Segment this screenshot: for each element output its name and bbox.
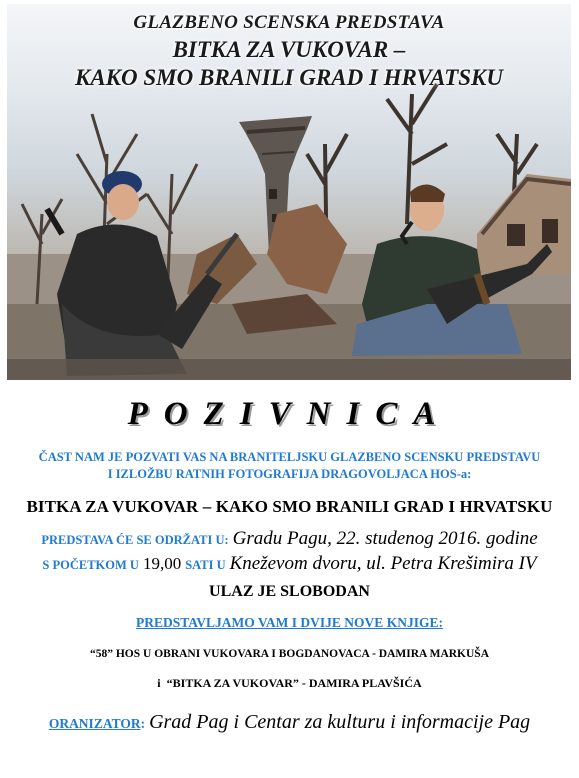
book-2: “BITKA ZA VUKOVAR” - DAMIRA PLAVŠIĆA xyxy=(166,676,422,690)
intro-line1 xyxy=(0,448,579,466)
book-1: “58” HOS U OBRANI VUKOVARA I BOGDANOVACA - DAMIRA MARKUŠA xyxy=(89,648,490,660)
intro-text-2: I IZLOŽBU RATNIH FOTOGRAFIJA DRAGOVOLJACA HOS-a: xyxy=(107,467,472,481)
time-label-end: SATI U xyxy=(185,558,226,572)
header-subtitle: GLAZBENO SCENSKA PREDSTAVA xyxy=(133,12,445,33)
intro-line2 xyxy=(0,465,579,483)
organizer-line xyxy=(0,711,579,734)
header-title-line1: BITKA ZA VUKOVAR – xyxy=(172,37,406,62)
book-2-line xyxy=(0,676,579,691)
organizer-colon: : xyxy=(140,716,146,731)
books-intro-line xyxy=(0,614,579,632)
organizer-label: ORANIZATOR xyxy=(48,716,141,731)
place-value: Gradu Pagu, 22. studenog 2016. godine xyxy=(232,528,538,549)
book-2-prefix: i xyxy=(157,676,161,690)
header-title-line2: KAKO SMO BRANILI GRAD I HRVATSKU xyxy=(75,65,503,90)
event-place-line xyxy=(0,528,579,550)
ruined-house xyxy=(477,174,571,274)
place-label: PREDSTAVA ĆE SE ODRŽATI U: xyxy=(41,533,229,547)
event-time-line xyxy=(0,553,579,575)
venue-value: Kneževom dvoru, ul. Petra Krešimira IV xyxy=(229,553,537,574)
time-value: 19,00 xyxy=(142,554,182,573)
organizer-value: Grad Pag i Centar za kulturu i informacije Pag xyxy=(149,711,531,733)
intro-text-1: ČAST NAM JE POZVATI VAS NA BRANITELJSKU GLAZBENO SCENSKU PREDSTAVU xyxy=(38,450,541,464)
banner-photo xyxy=(7,4,571,380)
event-title: BITKA ZA VUKOVAR – KAKO SMO BRANILI GRAD I HRVATSKU xyxy=(26,497,553,516)
invitation-title: POZIVNICA xyxy=(127,396,452,432)
free-entry-note: ULAZ JE SLOBODAN xyxy=(209,583,370,600)
books-intro: PREDSTAVLJAMO VAM I DVIJE NOVE KNJIGE: xyxy=(136,615,443,630)
time-label-start: S POČETKOM U xyxy=(42,558,139,572)
